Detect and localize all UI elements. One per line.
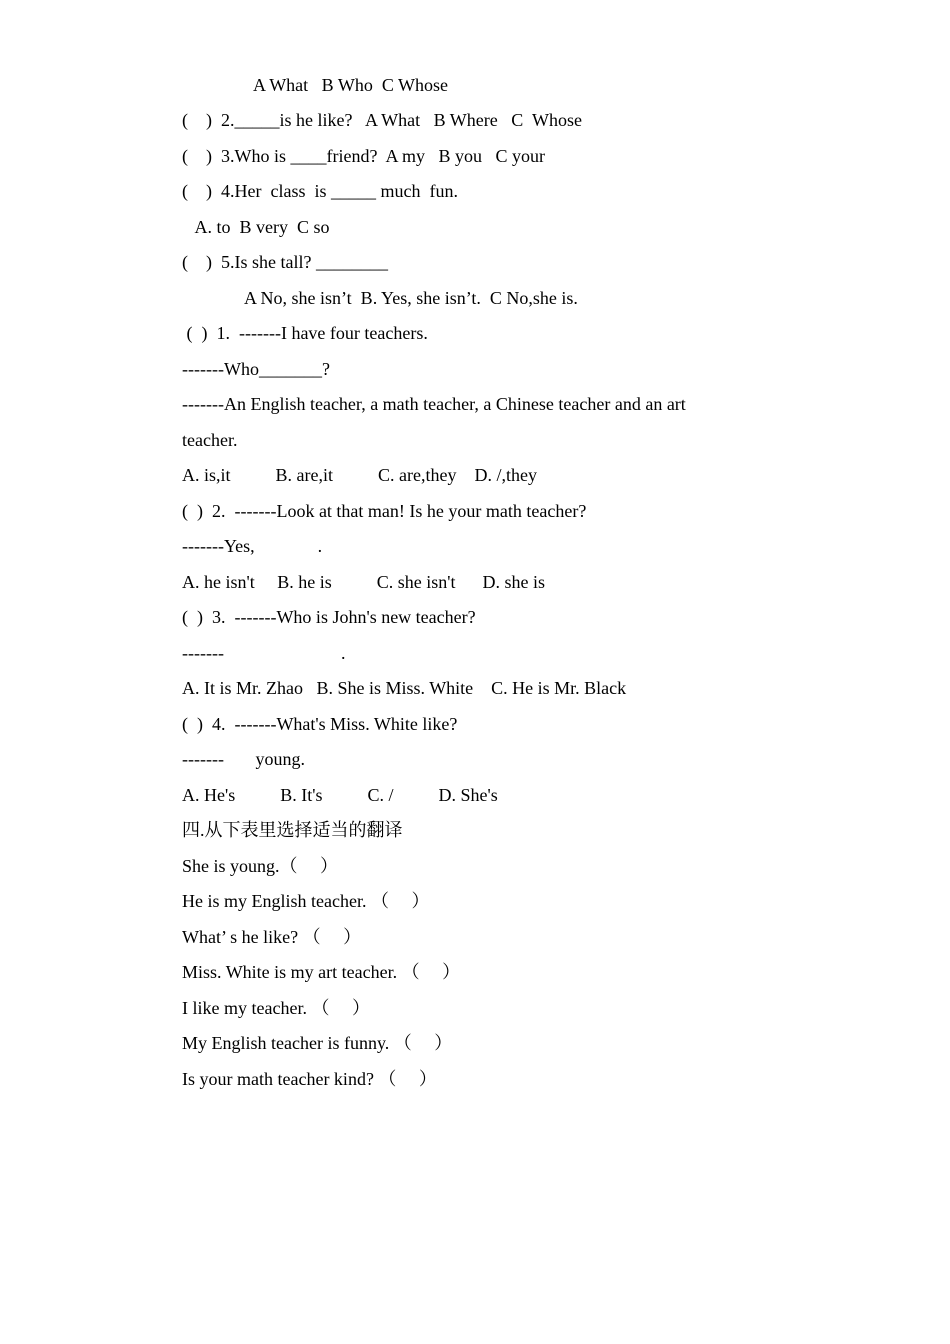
dialog-1-question: -------Who_______? xyxy=(182,359,330,379)
dialog-3-answer: ------- . xyxy=(182,643,346,663)
translation-item-3: What’ s he like? （ ） xyxy=(182,927,362,947)
section-4-heading: 四.从下表里选择适当的翻译 xyxy=(182,820,403,840)
translation-item-7: Is your math teacher kind? （ ） xyxy=(182,1069,437,1089)
dialog-1-prompt: ( ) 1. -------I have four teachers. xyxy=(182,323,428,343)
dialog-3-options: A. It is Mr. Zhao B. She is Miss. White C. He is Mr. Black xyxy=(182,678,627,698)
translation-item-2: He is my English teacher. （ ） xyxy=(182,891,430,911)
dialog-1-answer: -------An English teacher, a math teacher, a Chinese teacher and an art xyxy=(182,394,686,414)
question-3-line: ( ) 3.Who is ____friend? A my B you C your xyxy=(182,146,545,166)
dialog-2-prompt: ( ) 2. -------Look at that man! Is he your math teacher? xyxy=(182,501,587,521)
translation-item-1: She is young.（ ） xyxy=(182,856,339,876)
dialog-2-options: A. he isn't B. he is C. she isn't D. she is xyxy=(182,572,545,592)
dialog-2-answer: -------Yes, . xyxy=(182,536,323,556)
translation-item-4: Miss. White is my art teacher. （ ） xyxy=(182,962,461,982)
question-2-line: ( ) 2._____is he like? A What B Where C Whose xyxy=(182,110,582,130)
dialog-3-prompt: ( ) 3. -------Who is John's new teacher? xyxy=(182,607,476,627)
dialog-1-answer-cont: teacher. xyxy=(182,430,238,450)
translation-item-5: I like my teacher. （ ） xyxy=(182,998,370,1018)
question-4-options: A. to B very C so xyxy=(182,217,330,237)
dialog-1-options: A. is,it B. are,it C. are,they D. /,they xyxy=(182,465,537,485)
dialog-4-options: A. He's B. It's C. / D. She's xyxy=(182,785,498,805)
question-4-line: ( ) 4.Her class is _____ much fun. xyxy=(182,181,458,201)
question-5-line: ( ) 5.Is she tall? ________ xyxy=(182,252,388,272)
q-options-line-1: A What B Who C Whose xyxy=(182,75,449,95)
dialog-4-prompt: ( ) 4. -------What's Miss. White like? xyxy=(182,714,458,734)
dialog-4-answer: ------- young. xyxy=(182,749,305,769)
question-5-options: A No, she isn’t B. Yes, she isn’t. C No,she is. xyxy=(182,288,578,308)
translation-item-6: My English teacher is funny. （ ） xyxy=(182,1033,453,1053)
